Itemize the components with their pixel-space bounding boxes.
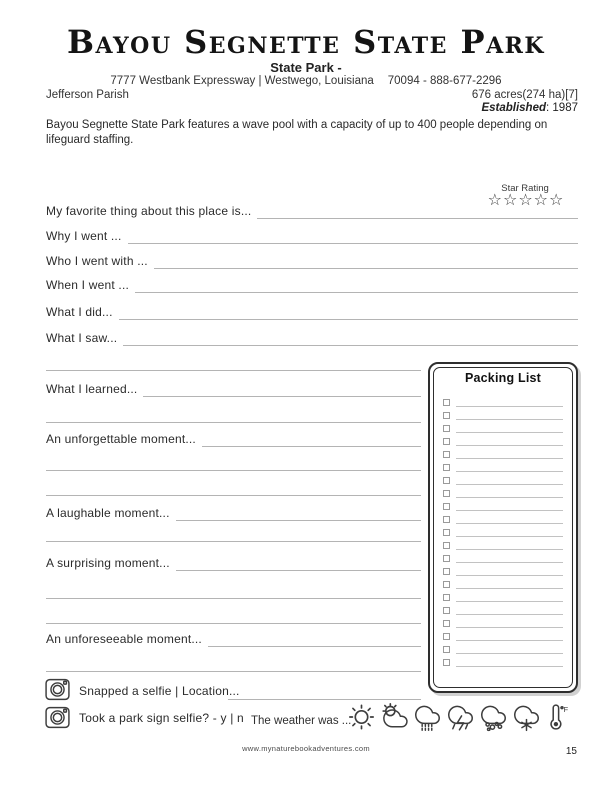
weather-partly-cloudy-icon[interactable] [379, 701, 410, 733]
packing-checkbox[interactable] [443, 542, 450, 549]
packing-list-row [443, 420, 563, 433]
field-unforgettable-moment [46, 431, 421, 447]
packing-list-row [443, 446, 563, 459]
field-unforeseeable-moment [46, 631, 421, 647]
packing-checkbox[interactable] [443, 503, 450, 510]
field-label: What I learned... [46, 382, 138, 396]
meta-row [46, 89, 578, 101]
packing-list-row [443, 576, 563, 589]
packing-list-row [443, 537, 563, 550]
field-surprising-moment [46, 555, 421, 571]
field-laughable-moment [46, 505, 421, 521]
field-who-i-went-with [46, 253, 578, 269]
weather-sunny-icon[interactable] [346, 701, 377, 733]
acreage-label: 676 acres(274 ha)[7] [471, 89, 578, 101]
star-icon[interactable]: ☆ [502, 190, 519, 209]
weather-rainy-icon[interactable] [412, 701, 443, 733]
packing-write-line[interactable] [456, 484, 563, 485]
packing-list-row [443, 524, 563, 537]
field-label: An unforeseeable moment... [46, 632, 202, 646]
star-icon[interactable]: ☆ [549, 190, 565, 209]
packing-list-row [443, 550, 563, 563]
write-line[interactable] [128, 243, 579, 244]
packing-list-row [443, 615, 563, 628]
packing-list-row [443, 433, 563, 446]
packing-list-title: Packing List [464, 371, 542, 385]
field-label: Why I went ... [46, 229, 122, 243]
park-description: Bayou Segnette State Park features a wave pool with a capacity of up to 400 people depending on lifeguard staffing. [46, 119, 548, 146]
established-label: Established [481, 102, 547, 114]
packing-list-row [443, 511, 563, 524]
field-what-i-learned [46, 381, 421, 397]
field-label: My favorite thing about this place is... [46, 204, 252, 218]
packing-write-line[interactable] [456, 640, 563, 641]
star-icon[interactable]: ☆ [518, 190, 534, 209]
packing-write-line[interactable] [456, 510, 563, 511]
snapped-selfie-label: Snapped a selfie | Location... [79, 684, 240, 698]
write-line[interactable] [202, 446, 421, 447]
packing-write-line[interactable] [456, 471, 563, 472]
weather-stormy-icon[interactable] [445, 701, 476, 733]
packing-write-line[interactable] [456, 536, 563, 537]
field-why-i-went [46, 228, 578, 244]
write-line[interactable] [228, 699, 421, 700]
packing-list-row [443, 394, 563, 407]
packing-checkbox[interactable] [443, 399, 450, 406]
star-icon[interactable]: ☆ [533, 190, 550, 209]
field-label: When I went ... [46, 278, 130, 292]
packing-write-line[interactable] [456, 666, 563, 667]
section-divider [46, 671, 421, 672]
park-type-subtitle: State Park - [270, 60, 342, 75]
write-line[interactable] [123, 345, 578, 346]
address-row [0, 75, 612, 87]
field-label: A laughable moment... [46, 506, 170, 520]
write-line[interactable] [154, 268, 578, 269]
packing-write-line[interactable] [456, 406, 563, 407]
write-line[interactable] [46, 370, 421, 371]
packing-write-line[interactable] [456, 445, 563, 446]
packing-write-line[interactable] [456, 497, 563, 498]
field-label: Who I went with ... [46, 254, 148, 268]
packing-checkbox[interactable] [443, 529, 450, 536]
packing-checkbox[interactable] [443, 659, 450, 666]
packing-checkbox[interactable] [443, 490, 450, 497]
packing-write-line[interactable] [456, 562, 563, 563]
zip-phone: 70094 - 888-677-2296 [387, 75, 502, 87]
camera-icon [44, 704, 71, 731]
write-line[interactable] [46, 422, 421, 423]
weather-icon-row [346, 701, 570, 733]
park-sign-selfie-label: Took a park sign selfie? - y | n [79, 711, 244, 725]
star-icon[interactable]: ☆ [487, 190, 503, 209]
street-address: 7777 Westbank Expressway | Westwego, Louisiana [110, 75, 374, 87]
packing-write-line[interactable] [456, 575, 563, 576]
parish-label: Jefferson Parish [46, 89, 129, 101]
write-line[interactable] [46, 623, 421, 624]
packing-write-line[interactable] [456, 614, 563, 615]
write-line[interactable] [143, 396, 421, 397]
packing-list-row [443, 602, 563, 615]
packing-write-line[interactable] [456, 653, 563, 654]
established-row [481, 102, 578, 114]
field-what-i-did [46, 304, 578, 320]
page-number: 15 [565, 746, 577, 757]
weather-temperature-icon[interactable] [544, 701, 570, 733]
packing-write-line[interactable] [456, 549, 563, 550]
weather-snowy-icon[interactable] [511, 701, 542, 733]
write-line[interactable] [135, 292, 578, 293]
established-value: : 1987 [546, 102, 578, 114]
packing-checkbox[interactable] [443, 477, 450, 484]
packing-list-row [443, 472, 563, 485]
packing-checkbox[interactable] [443, 555, 450, 562]
star-rating-label: Star Rating [501, 183, 549, 194]
packing-checkbox[interactable] [443, 568, 450, 575]
packing-checkbox[interactable] [443, 607, 450, 614]
packing-write-line[interactable] [456, 627, 563, 628]
packing-write-line[interactable] [456, 601, 563, 602]
packing-list-row [443, 459, 563, 472]
packing-list-row [443, 498, 563, 511]
packing-checkbox[interactable] [443, 425, 450, 432]
field-label: A surprising moment... [46, 556, 170, 570]
packing-write-line[interactable] [456, 419, 563, 420]
packing-checkbox[interactable] [443, 438, 450, 445]
packing-checkbox[interactable] [443, 646, 450, 653]
write-line[interactable] [46, 598, 421, 599]
field-label: What I did... [46, 305, 113, 319]
field-favorite-thing [46, 203, 578, 219]
packing-list-row [443, 641, 563, 654]
packing-list-row [443, 407, 563, 420]
page-title: Bayou Segnette State Park [66, 23, 546, 61]
field-what-i-saw [46, 330, 578, 346]
write-line[interactable] [46, 495, 421, 496]
packing-checkbox[interactable] [443, 581, 450, 588]
packing-checkbox[interactable] [443, 620, 450, 627]
write-line[interactable] [208, 646, 421, 647]
packing-checkbox[interactable] [443, 594, 450, 601]
svg-text:F: F [563, 705, 569, 715]
packing-list-row [443, 589, 563, 602]
field-label: An unforgettable moment... [46, 432, 196, 446]
packing-list-box [428, 362, 578, 693]
packing-checkbox[interactable] [443, 451, 450, 458]
camera-icon [44, 676, 71, 703]
packing-list-row [443, 654, 563, 667]
packing-write-line[interactable] [456, 523, 563, 524]
write-line[interactable] [176, 570, 421, 571]
weather-label: The weather was ... [251, 715, 352, 727]
packing-write-line[interactable] [456, 432, 563, 433]
packing-write-line[interactable] [456, 588, 563, 589]
packing-checkbox[interactable] [443, 412, 450, 419]
packing-checkbox[interactable] [443, 464, 450, 471]
write-line[interactable] [119, 319, 578, 320]
write-line[interactable] [46, 541, 421, 542]
weather-sleet-icon[interactable] [478, 701, 509, 733]
packing-checkbox[interactable] [443, 633, 450, 640]
packing-list-rows [443, 394, 563, 667]
packing-list-row [443, 563, 563, 576]
packing-list-row [443, 485, 563, 498]
packing-write-line[interactable] [456, 458, 563, 459]
write-line[interactable] [257, 218, 578, 219]
packing-checkbox[interactable] [443, 516, 450, 523]
packing-list-row [443, 628, 563, 641]
write-line[interactable] [176, 520, 421, 521]
website-url: www.mynaturebookadventures.com [242, 744, 370, 753]
field-when-i-went [46, 277, 578, 293]
write-line[interactable] [46, 470, 421, 471]
field-label: What I saw... [46, 331, 118, 345]
